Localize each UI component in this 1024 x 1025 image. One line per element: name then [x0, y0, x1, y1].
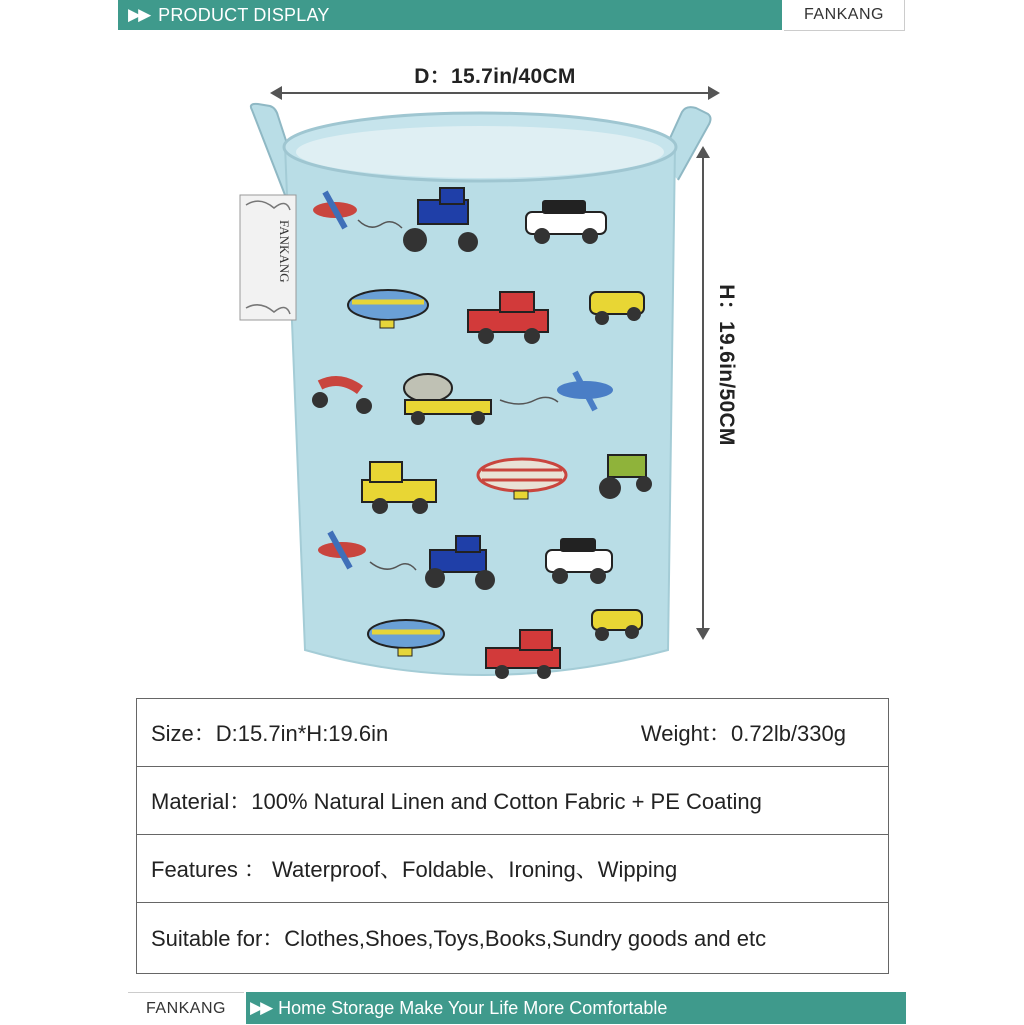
basket-inner: [296, 126, 664, 178]
spec-row-material: [137, 767, 888, 835]
top-banner: [118, 0, 782, 30]
spec-row-suitable: [137, 903, 888, 971]
spec-row-size: [137, 699, 888, 767]
footer-slogan: Home Storage Make Your Life More Comfortable: [278, 997, 668, 1018]
arrow-left-icon: [270, 86, 282, 100]
material-spec: Material：100% Natural Linen and Cotton Fabric + PE Coating: [151, 789, 762, 814]
height-label: H：19.6in/50CM: [715, 284, 738, 446]
features-spec: Features ： Waterproof、Foldable、Ironing、Wipping: [151, 857, 678, 882]
size-spec: Size：D:15.7in*H:19.6in: [151, 721, 389, 746]
arrow-right-icon: [708, 86, 720, 100]
brand-hang-tag: [240, 195, 296, 320]
bottom-banner: [246, 992, 906, 1024]
top-brand-label: FANKANG: [784, 0, 905, 31]
double-arrow-icon: ▶▶: [250, 998, 271, 1017]
bottom-brand-label: FANKANG: [128, 992, 244, 1025]
tag-brand-text: FANKANG: [277, 220, 292, 283]
double-arrow-icon: ▶▶: [128, 5, 149, 24]
weight-spec: Weight：0.72lb/330g: [640, 721, 846, 746]
suitable-spec: Suitable for：Clothes,Shoes,Toys,Books,Sundry goods and etc: [151, 925, 767, 951]
banner-title: PRODUCT DISPLAY: [158, 4, 330, 25]
laundry-basket-image: [230, 100, 730, 690]
spec-table: [136, 698, 889, 974]
spec-row-features: [137, 835, 888, 903]
diameter-line: [276, 92, 716, 94]
diameter-label: D：15.7in/40CM: [414, 65, 576, 88]
